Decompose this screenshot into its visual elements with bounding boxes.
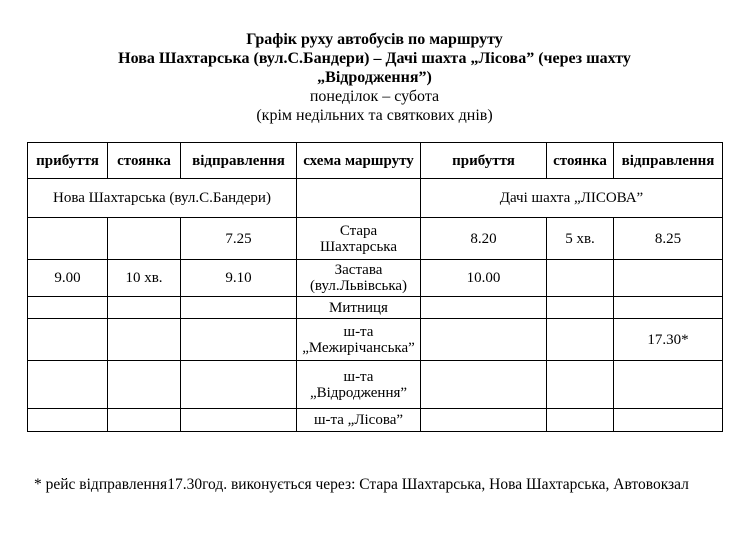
- stop-line: ш-та: [343, 323, 374, 340]
- endpoints-row: [28, 179, 723, 218]
- days-label: понеділок – субота: [309, 88, 440, 105]
- table-cell: [28, 409, 108, 432]
- table-cell: [108, 361, 181, 409]
- table-cell: [421, 361, 547, 409]
- table-cell: [421, 409, 547, 432]
- table-cell: [421, 297, 547, 319]
- table-cell: [28, 218, 108, 260]
- schedule-table: [27, 142, 723, 432]
- stop-line: Шахтарська: [319, 238, 398, 255]
- table-cell: [108, 319, 181, 361]
- route-stop-cell: [297, 409, 421, 432]
- header-row: [28, 143, 723, 179]
- table-cell: 7.25: [181, 218, 297, 260]
- table-cell: [421, 319, 547, 361]
- table-cell: [181, 297, 297, 319]
- stop-line: (вул.Львівська): [309, 278, 408, 294]
- table-cell: [181, 319, 297, 361]
- footnote: * рейс відправлення17.30год. виконується через: Стара Шахтарська, Нова Шахтарська, Автовокзал: [34, 476, 689, 493]
- route-stop-cell: [297, 218, 421, 260]
- table-row: [28, 361, 723, 409]
- title-line-2: Нова Шахтарська (вул.С.Бандери) – Дачі шахта „Лісова” (через шахту: [118, 50, 631, 67]
- col-stop-1: стоянка: [108, 143, 181, 179]
- col-arrival-2: прибуття: [421, 143, 547, 179]
- stop-line: „Межирічанська”: [302, 339, 415, 356]
- table-cell: 10 хв.: [108, 260, 181, 297]
- col-departure-2: відправлення: [614, 143, 723, 179]
- table-cell: [614, 409, 723, 432]
- table-cell: [181, 361, 297, 409]
- table-cell: 9.00: [28, 260, 108, 297]
- route-stop-cell: [297, 361, 421, 409]
- route-stop-cell: [297, 260, 421, 297]
- col-route-scheme: схема маршруту: [297, 143, 421, 179]
- table-cell: [28, 319, 108, 361]
- table-row: [28, 218, 723, 260]
- table-cell: 5 хв.: [547, 218, 614, 260]
- table-cell: [28, 297, 108, 319]
- table-row: [28, 409, 723, 432]
- destination-cell: Дачі шахта „ЛІСОВА”: [421, 179, 723, 218]
- table-row: [28, 319, 723, 361]
- stop-line: ш-та „Лісова”: [313, 412, 404, 428]
- table-cell: [614, 260, 723, 297]
- title-line-3: „Відродження”): [317, 69, 432, 86]
- table-cell: 17.30*: [614, 319, 723, 361]
- table-cell: [547, 319, 614, 361]
- table-cell: [28, 361, 108, 409]
- table-cell: 8.25: [614, 218, 723, 260]
- stop-line: Застава: [334, 262, 383, 278]
- stop-line: Митниця: [329, 299, 388, 316]
- table-cell: [108, 409, 181, 432]
- table-row: [28, 260, 723, 297]
- route-stop-cell: [297, 297, 421, 319]
- table-cell: [547, 260, 614, 297]
- table-cell: [547, 409, 614, 432]
- table-cell: [108, 297, 181, 319]
- title-line-1: Графік руху автобусів по маршруту: [246, 31, 503, 48]
- table-cell: [614, 297, 723, 319]
- table-row: [28, 297, 723, 319]
- col-stop-2: стоянка: [547, 143, 614, 179]
- table-cell: [547, 361, 614, 409]
- route-stop-cell: [297, 319, 421, 361]
- stop-line: ш-та: [343, 368, 374, 385]
- table-cell: [297, 179, 421, 218]
- table-cell: 9.10: [181, 260, 297, 297]
- table-cell: 10.00: [421, 260, 547, 297]
- table-cell: 8.20: [421, 218, 547, 260]
- table-cell: [108, 218, 181, 260]
- table-cell: [614, 361, 723, 409]
- col-arrival-1: прибуття: [28, 143, 108, 179]
- stop-line: Стара: [339, 222, 378, 239]
- except-label: (крім недільних та святкових днів): [256, 107, 493, 124]
- table-cell: [547, 297, 614, 319]
- origin-cell: Нова Шахтарська (вул.С.Бандери): [28, 179, 297, 218]
- col-departure-1: відправлення: [181, 143, 297, 179]
- table-cell: [181, 409, 297, 432]
- stop-line: „Відродження”: [309, 384, 408, 401]
